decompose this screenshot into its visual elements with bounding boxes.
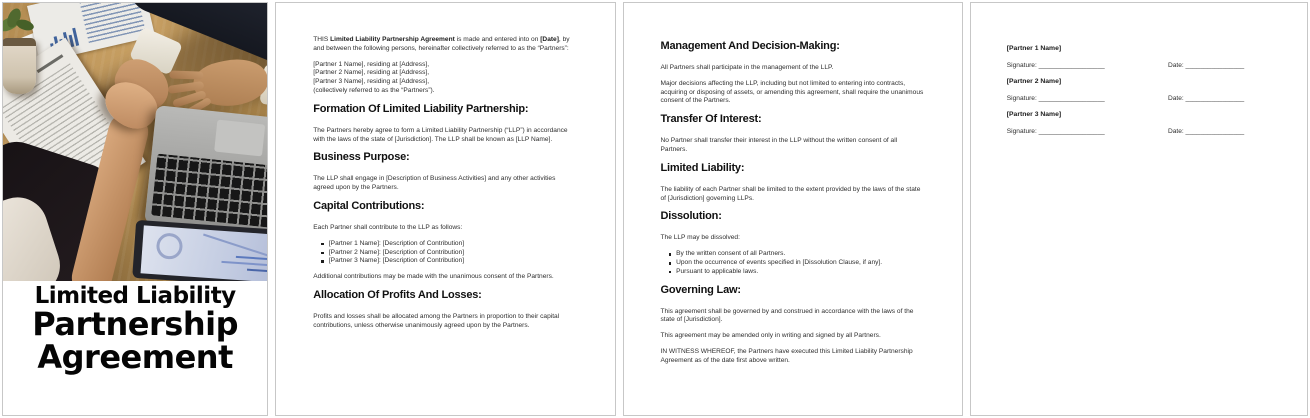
formation-paragraph: The Partners hereby agree to form a Limited Liability Partnership (“LLP”) in accordance with the laws of the state of [Jurisdiction]. The LLP shall be known as [LLP Name]. xyxy=(313,126,568,143)
management-paragraph-1: All Partners shall participate in the management of the LLP. xyxy=(660,64,834,71)
list-item: [Partner 2 Name]: [Description of Contribution] xyxy=(321,249,577,258)
section-heading-business-purpose: Business Purpose: xyxy=(313,151,410,164)
intro-paragraph: THIS Limited Liability Partnership Agreement is made and entered into on [Date], by and between the following persons, hereinafter collectively referred to as the “Partners”: xyxy=(313,36,570,52)
date-line: Date: ________________ xyxy=(1167,95,1245,102)
date-line: Date: ________________ xyxy=(1167,128,1245,135)
signature-block xyxy=(1007,78,1271,102)
signature-line: Signature: __________________ xyxy=(1006,128,1105,135)
section-heading-transfer: Transfer Of Interest: xyxy=(660,113,762,126)
cover-title-line3: Agreement xyxy=(37,338,233,376)
dissolution-list xyxy=(661,250,925,276)
governing-law-paragraph-2: This agreement may be amended only in writing and signed by all Partners. xyxy=(660,332,881,340)
partner-line: [Partner 3 Name], residing at [Address], xyxy=(313,78,430,86)
partner-name-label: [Partner 3 Name] xyxy=(1006,111,1062,118)
partner-line: (collectively referred to as the “Partners”). xyxy=(313,86,435,94)
partner-name-label: [Partner 2 Name] xyxy=(1006,78,1062,85)
bullet-icon xyxy=(669,253,672,256)
laptop-keyboard xyxy=(151,154,268,233)
capital-intro-paragraph: Each Partner shall contribute to the LLP as follows: xyxy=(313,223,463,231)
laptop-trackpad xyxy=(214,120,265,157)
page-2 xyxy=(275,2,615,416)
screen-text-bar xyxy=(221,261,268,268)
laptop-screen-flat xyxy=(132,220,268,281)
section-heading-management: Management And Decision-Making: xyxy=(660,40,840,52)
cover-photo xyxy=(2,2,268,281)
section-heading-capital-contributions: Capital Contributions: xyxy=(313,199,425,212)
bullet-icon xyxy=(669,271,672,274)
page-1-cover xyxy=(2,2,268,416)
list-item: Pursuant to applicable laws. xyxy=(669,268,925,277)
signature-line: Signature: __________________ xyxy=(1006,62,1105,69)
partner-line: [Partner 2 Name], residing at [Address], xyxy=(313,69,430,77)
cover-title xyxy=(3,284,267,374)
screen-logo-ring xyxy=(156,232,184,260)
date-line: Date: ________________ xyxy=(1167,62,1245,69)
list-item: By the written consent of all Partners. xyxy=(669,250,925,259)
section-heading-dissolution: Dissolution: xyxy=(660,210,722,223)
bullet-icon xyxy=(321,243,324,246)
cover-title-line1: Limited Liability xyxy=(34,283,236,309)
section-heading-limited-liability: Limited Liability: xyxy=(660,161,745,174)
transfer-paragraph: No Partner shall transfer their interest in the LLP without the written consent of all Partners. xyxy=(660,137,898,153)
capital-contributions-list xyxy=(313,240,577,266)
witness-paragraph: IN WITNESS WHEREOF, the Partners have executed this Limited Liability Partnership Agreement as of the date first above written. xyxy=(660,347,913,364)
business-purpose-paragraph: The LLP shall engage in [Description of Business Activities] and any other activities agreed upon by the Partners. xyxy=(313,175,556,192)
list-item: [Partner 1 Name]: [Description of Contribution] xyxy=(321,240,577,249)
list-item: [Partner 3 Name]: [Description of Contribution] xyxy=(321,257,577,266)
signature-block xyxy=(1007,45,1271,69)
section-heading-governing-law: Governing Law: xyxy=(660,283,741,296)
plant-leaves xyxy=(2,8,38,42)
limited-liability-paragraph: The liability of each Partner shall be limited to the extent provided by the laws of the state of [Jurisdiction] governing LLPs. xyxy=(660,185,921,202)
partner-list xyxy=(313,61,577,96)
signature-row xyxy=(1007,62,1271,69)
laptop xyxy=(144,105,268,241)
screen-text-bar xyxy=(236,256,268,262)
page-3 xyxy=(623,2,963,416)
bullet-icon xyxy=(669,262,672,265)
signature-row xyxy=(1007,128,1271,135)
signature-row xyxy=(1007,95,1271,102)
dissolution-intro-paragraph: The LLP may be dissolved: xyxy=(660,234,740,242)
bullet-icon xyxy=(321,260,324,263)
partner-line: [Partner 1 Name], residing at [Address], xyxy=(313,60,430,68)
signature-block xyxy=(1007,111,1271,135)
allocation-paragraph: Profits and losses shall be allocated among the Partners in proportion to their capital contributions, unless otherwise unanimously agreed upon by the Partners. xyxy=(313,312,560,329)
section-heading-formation: Formation Of Limited Liability Partnership: xyxy=(313,102,529,115)
screen-text-bar xyxy=(247,269,268,274)
cover-title-line2: Partnership xyxy=(32,305,238,343)
section-heading-allocation: Allocation Of Profits And Losses: xyxy=(313,288,482,301)
plant-pot xyxy=(2,38,36,94)
list-item: Upon the occurrence of events specified in [Dissolution Clause, if any]. xyxy=(669,259,925,268)
bullet-icon xyxy=(321,252,324,255)
governing-law-paragraph-1: This agreement shall be governed by and construed in accordance with the laws of the state of [Jurisdiction]. xyxy=(660,307,914,324)
partner-name-label: [Partner 1 Name] xyxy=(1006,45,1062,52)
signature-line: Signature: __________________ xyxy=(1006,95,1105,102)
management-paragraph-2: Major decisions affecting the LLP, including but not limited to entering into contracts, acquiring or disposing of assets, or amending this agreement, shall require the unanimous consent of the Partners. xyxy=(660,79,924,105)
paper-text-lines xyxy=(79,2,145,43)
page-4-signatures xyxy=(970,2,1308,416)
screen-content xyxy=(141,225,269,281)
additional-contributions-paragraph: Additional contributions may be made with the unanimous consent of the Partners. xyxy=(313,273,554,281)
